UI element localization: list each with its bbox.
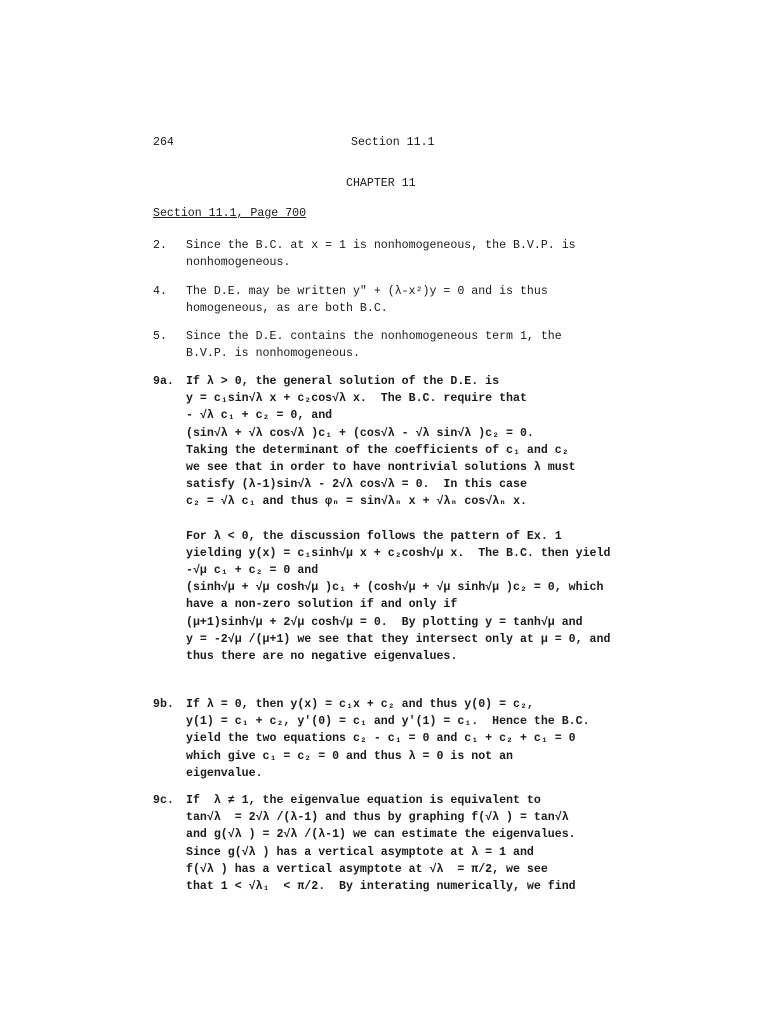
text-line: If λ = 0, then y(x) = c₁x + c₂ and thus y(0) = c₂, (186, 698, 534, 711)
exercise-text (186, 696, 626, 782)
text-line: thus there are no negative eigenvalues. (186, 650, 458, 663)
exercise-text (186, 283, 626, 317)
page-number: 264 (153, 136, 174, 149)
text-line: Since the B.C. at x = 1 is nonhomogeneous, the B.V.P. is (186, 239, 576, 252)
section-title: Section 11.1, Page 700 (153, 207, 307, 220)
exercise-number: 2. (153, 239, 167, 252)
exercise-text (186, 373, 626, 665)
chapter-title: CHAPTER 11 (346, 177, 416, 190)
text-line: have a non-zero solution if and only if (186, 598, 458, 612)
exercise-number: 5. (153, 330, 167, 343)
text-line: - √λ c₁ + c₂ = 0, and (186, 409, 333, 423)
paragraph-gap (186, 511, 626, 528)
page-header (0, 136, 768, 152)
text-line: The D.E. may be written y" + (λ-x²)y = 0 and is thus (186, 285, 548, 298)
exercise-number: 4. (153, 285, 167, 298)
text-line: y = -2√μ /(μ+1) we see that they intersect only at μ = 0, and (186, 632, 611, 646)
text-line: (sin√λ + √λ cos√λ )c₁ + (cos√λ - √λ sin√λ )c₂ = 0. (186, 426, 534, 440)
text-line: y = c₁sin√λ x + c₂cos√λ x. The B.C. require that (186, 392, 527, 406)
exercise-text (186, 328, 626, 362)
text-line: (μ+1)sinh√μ + 2√μ cosh√μ = 0. By plotting y = tanh√μ and (186, 615, 583, 629)
text-line: Taking the determinant of the coefficients of c₁ and c₂ (186, 443, 569, 457)
text-line: satisfy (λ-1)sin√λ - 2√λ cos√λ = 0. In this case (186, 478, 527, 492)
text-line: c₂ = √λ c₁ and thus φₙ = sin√λₙ x + √λₙ cos√λₙ x. (186, 495, 528, 509)
text-line: B.V.P. is nonhomogeneous. (186, 347, 360, 361)
exercise-number: 9c. (153, 794, 174, 807)
text-line: If λ ≠ 1, the eigenvalue equation is equivalent to (186, 794, 541, 807)
running-head: Section 11.1 (351, 136, 435, 149)
text-line: yielding y(x) = c₁sinh√μ x + c₂cosh√μ x. The B.C. then yield (186, 546, 611, 560)
text-line: f(√λ ) has a vertical asymptote at √λ = π/2, we see (186, 862, 548, 876)
text-line: Since g(√λ ) has a vertical asymptote at λ = 1 and (186, 845, 534, 859)
exercise-text (186, 792, 626, 895)
text-line: -√μ c₁ + c₂ = 0 and (186, 564, 319, 578)
text-line: which give c₁ = c₂ = 0 and thus λ = 0 is not an (186, 749, 513, 763)
text-line: y(1) = c₁ + c₂, y'(0) = c₁ and y'(1) = c₁. Hence the B.C. (186, 715, 590, 729)
text-line: If λ > 0, the general solution of the D.E. is (186, 375, 500, 388)
text-line: eigenvalue. (186, 766, 263, 780)
text-line: that 1 < √λ₁ < π/2. By interating numerically, we find (186, 879, 576, 893)
text-line: yield the two equations c₂ - c₁ = 0 and c₁ + c₂ + c₁ = 0 (186, 732, 576, 746)
text-line: For λ < 0, the discussion follows the pattern of Ex. 1 (186, 529, 562, 543)
text-line: Since the D.E. contains the nonhomogeneous term 1, the (186, 330, 562, 343)
exercise-text (186, 237, 626, 271)
exercise-number: 9a. (153, 375, 174, 388)
text-line: (sinh√μ + √μ cosh√μ )c₁ + (cosh√μ + √μ sinh√μ )c₂ = 0, which (186, 581, 604, 595)
exercise-number: 9b. (153, 698, 174, 711)
text-line: and g(√λ ) = 2√λ /(λ-1) we can estimate the eigenvalues. (186, 828, 576, 842)
text-line: homogeneous, as are both B.C. (186, 302, 388, 316)
text-line: tan√λ = 2√λ /(λ-1) and thus by graphing f(√λ ) = tan√λ (186, 811, 569, 825)
text-line: nonhomogeneous. (186, 256, 291, 270)
text-line: we see that in order to have nontrivial solutions λ must (186, 460, 576, 474)
